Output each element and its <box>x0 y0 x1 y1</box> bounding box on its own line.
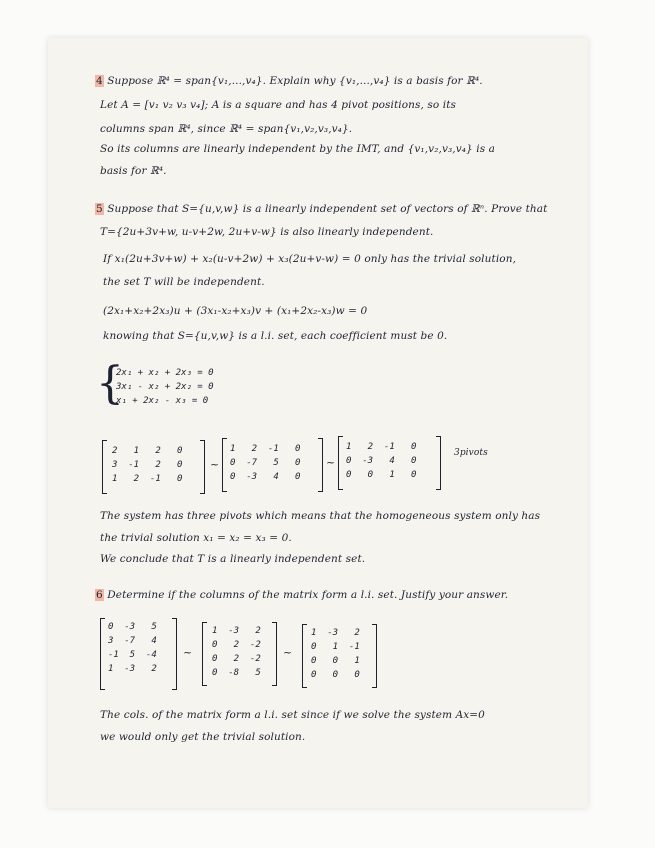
q6-conclusion-1: The cols. of the matrix form a l.i. set since if we solve the system Ax=0 <box>100 709 485 721</box>
q4-line-5: basis for ℝ⁴. <box>100 165 167 177</box>
q6-m2-left-bracket <box>202 622 207 686</box>
system-brace: { <box>96 358 124 409</box>
q5-system: 2x₁ + x₂ + 2x₃ = 0 3x₁ - x₂ + 2x₂ = 0 x₁ + 2x₂ - x₃ = 0 <box>116 368 214 406</box>
q6-conclusion-2: we would only get the trivial solution. <box>100 731 306 743</box>
row-equivalent-symbol: ~ <box>210 458 220 471</box>
q5-line-6: knowing that S={u,v,w} is a l.i. set, each coefficient must be 0. <box>103 330 448 342</box>
q6-matrix-1: 0 -3 5 3 -7 4 -1 5 -4 1 -3 2 <box>108 622 157 674</box>
row-equivalent-symbol: ~ <box>283 646 293 659</box>
q5-m1-right-bracket <box>200 440 205 494</box>
q5-matrix-3: 1 2 -1 0 0 -3 4 0 0 0 1 0 <box>346 442 417 480</box>
q4-line-3: columns span ℝ⁴, since ℝ⁴ = span{v₁,v₂,v₃,v₄}. <box>100 123 353 135</box>
q4-number: 4 <box>96 75 103 87</box>
q5-conclusion-2: the trivial solution x₁ = x₂ = x₃ = 0. <box>100 532 292 544</box>
q6-m1-right-bracket <box>172 618 177 690</box>
q6-m2-right-bracket <box>272 622 277 686</box>
q5-matrix-1: 2 1 2 0 3 -1 2 0 1 2 -1 0 <box>112 446 183 484</box>
q5-matrix-2: 1 2 -1 0 0 -7 5 0 0 -3 4 0 <box>230 444 301 482</box>
q5-line-3: If x₁(2u+3v+w) + x₂(u-v+2w) + x₃(2u+v-w) = 0 only has the trivial solution, <box>103 253 517 265</box>
q5-line-2: T={2u+3v+w, u-v+2w, 2u+v-w} is also linearly independent. <box>100 226 434 238</box>
q5-m2-left-bracket <box>222 438 227 492</box>
q5-m1-left-bracket <box>102 440 107 494</box>
q5-m3-right-bracket <box>436 436 441 490</box>
q5-m2-right-bracket <box>318 438 323 492</box>
q5-line-1: 5 Suppose that S={u,v,w} is a linearly independent set of vectors of ℝⁿ. Prove that <box>96 203 548 215</box>
row-equivalent-symbol: ~ <box>183 646 193 659</box>
q6-number: 6 <box>96 589 103 601</box>
pivots-note: 3pivots <box>454 448 488 458</box>
q5-conclusion-1: The system has three pivots which means that the homogeneous system only has <box>100 510 541 522</box>
q5-line-4: the set T will be independent. <box>103 276 265 288</box>
q6-m3-left-bracket <box>302 624 307 688</box>
q6-m3-right-bracket <box>372 624 377 688</box>
q5-m3-left-bracket <box>338 436 343 490</box>
q5-line-5: (2x₁+x₂+2x₃)u + (3x₁-x₂+x₃)v + (x₁+2x₂-x₃)w = 0 <box>103 305 368 317</box>
q6-matrix-2: 1 -3 2 0 2 -2 0 2 -2 0 -8 5 <box>212 626 261 678</box>
q4-line-1: 4 Suppose ℝ⁴ = span{v₁,...,v₄}. Explain why {v₁,...,v₄} is a basis for ℝ⁴. <box>96 75 483 87</box>
row-equivalent-symbol: ~ <box>326 456 336 469</box>
q6-matrix-3: 1 -3 2 0 1 -1 0 0 1 0 0 0 <box>311 628 360 680</box>
q5-conclusion-3: We conclude that T is a linearly independent set. <box>100 553 366 565</box>
q4-line-2: Let A = [v₁ v₂ v₃ v₄]; A is a square and has 4 pivot positions, so its <box>100 99 457 111</box>
q6-m1-left-bracket <box>100 618 105 690</box>
q6-line-1: 6 Determine if the columns of the matrix form a l.i. set. Justify your answer. <box>96 589 509 601</box>
q5-number: 5 <box>96 203 103 215</box>
q4-line-4: So its columns are linearly independent by the IMT, and {v₁,v₂,v₃,v₄} is a <box>100 143 496 155</box>
